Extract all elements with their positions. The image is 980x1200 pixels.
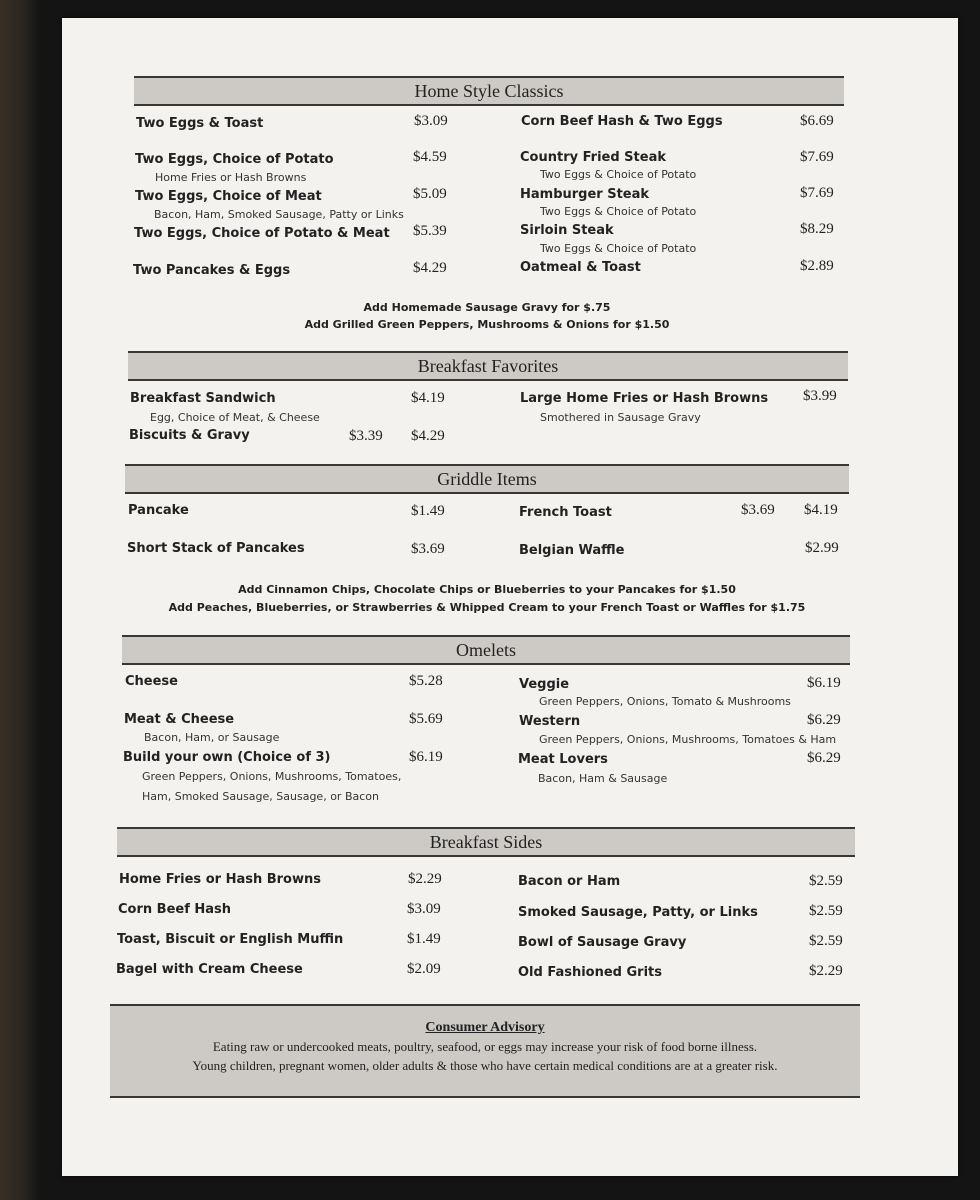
menu-item-price-small: $3.39 [349,428,383,444]
consumer-advisory-box [110,1004,860,1098]
menu-item-description: Ham, Smoked Sausage, Sausage, or Bacon [142,790,379,803]
menu-item-description: Bacon, Ham, or Sausage [144,731,280,744]
menu-item-description: Egg, Choice of Meat, & Cheese [150,411,320,424]
consumer-advisory-line: Young children, pregnant women, older adults & those who have certain medical conditions are at a greater risk. [192,1058,778,1073]
menu-item-name: Oatmeal & Toast [520,260,641,275]
section-title-breakfast-sides: Breakfast Sides [117,827,855,857]
menu-item-price: $4.19 [804,502,838,518]
consumer-advisory-line: Eating raw or undercooked meats, poultry, seafood, or eggs may increase your risk of food borne illness. [212,1039,758,1054]
menu-item-price: $7.69 [800,149,834,165]
menu-item-price: $2.29 [809,963,843,979]
menu-item-price: $4.29 [413,260,447,276]
menu-item-price: $3.99 [803,388,837,404]
menu-item-description: Green Peppers, Onions, Mushrooms, Tomatoes & Ham [539,733,837,746]
menu-item-name: Breakfast Sandwich [130,391,276,406]
menu-item-name: French Toast [519,505,612,520]
menu-item-price: $2.89 [800,258,834,274]
menu-item-description: Bacon, Ham & Sausage [538,772,668,785]
menu-item-description: Bacon, Ham, Smoked Sausage, Patty or Links [154,208,404,221]
menu-item-price: $5.28 [409,673,443,689]
menu-item-price: $5.69 [409,711,443,727]
menu-item-name: Corn Beef Hash & Two Eggs [521,114,723,129]
menu-item-price: $6.19 [807,675,841,691]
menu-item-price: $6.29 [807,750,841,766]
menu-item-description: Green Peppers, Onions, Mushrooms, Tomatoes, [142,770,402,783]
menu-item-description: Two Eggs & Choice of Potato [540,242,697,255]
menu-item-name: Bagel with Cream Cheese [116,962,303,977]
add-on-note: Add Peaches, Blueberries, or Strawberries & Whipped Cream to your French Toast or Waffles for $1.75 [168,601,806,614]
menu-item-price: $5.09 [413,186,447,202]
menu-item-price: $1.49 [411,503,445,519]
menu-item-price: $5.39 [413,223,447,239]
section-title-breakfast-favorites: Breakfast Favorites [128,351,848,381]
menu-item-name: Home Fries or Hash Browns [119,872,321,887]
menu-page [62,18,958,1176]
menu-item-name: Large Home Fries or Hash Browns [520,391,769,406]
menu-item-name: Two Pancakes & Eggs [133,263,291,278]
menu-item-name: Two Eggs, Choice of Meat [135,189,322,204]
menu-item-price: $4.19 [411,390,445,406]
menu-item-description: Two Eggs & Choice of Potato [540,205,697,218]
menu-item-name: Build your own (Choice of 3) [123,750,331,765]
menu-item-price: $3.09 [414,113,448,129]
menu-item-price: $4.59 [413,149,447,165]
menu-item-name: Sirloin Steak [520,223,614,238]
menu-item-name: Old Fashioned Grits [518,965,663,980]
menu-item-name: Bacon or Ham [518,874,621,889]
menu-item-description: Smothered in Sausage Gravy [540,411,701,424]
menu-item-name: Corn Beef Hash [118,902,232,917]
menu-item-price-small: $3.69 [741,502,775,518]
menu-item-name: Smoked Sausage, Patty, or Links [518,905,758,920]
menu-item-name: Two Eggs, Choice of Potato [135,152,334,167]
menu-item-name: Country Fried Steak [520,150,666,165]
menu-item-price: $6.29 [807,712,841,728]
menu-item-price: $2.29 [408,871,442,887]
menu-item-name: Bowl of Sausage Gravy [518,935,687,950]
menu-item-name: Two Eggs & Toast [136,116,264,131]
menu-item-price: $6.69 [800,113,834,129]
menu-item-price: $2.09 [407,961,441,977]
menu-item-description: Home Fries or Hash Browns [155,171,307,184]
menu-item-name: Meat & Cheese [124,712,235,727]
add-on-note: Add Cinnamon Chips, Chocolate Chips or Blueberries to your Pancakes for $1.50 [238,583,736,596]
menu-item-name: Hamburger Steak [520,187,650,202]
consumer-advisory-title: Consumer Advisory [425,1020,545,1035]
menu-item-name: Toast, Biscuit or English Muffin [117,932,344,947]
menu-item-name: Biscuits & Gravy [129,428,250,443]
menu-item-price: $2.59 [809,903,843,919]
menu-item-price: $3.69 [411,541,445,557]
section-title-omelets: Omelets [122,635,850,665]
menu-item-price: $2.99 [805,540,839,556]
menu-item-price: $8.29 [800,221,834,237]
menu-item-description: Two Eggs & Choice of Potato [540,168,697,181]
menu-item-name: Western [519,714,581,729]
section-title-home-style-classics: Home Style Classics [134,76,844,106]
menu-item-name: Two Eggs, Choice of Potato & Meat [134,226,390,241]
menu-item-price: $2.59 [809,873,843,889]
menu-item-name: Pancake [128,503,189,518]
menu-item-price: $4.29 [411,428,445,444]
menu-item-name: Cheese [125,674,178,689]
section-title-griddle-items: Griddle Items [125,464,849,494]
menu-item-description: Green Peppers, Onions, Tomato & Mushrooms [539,695,791,708]
menu-item-price: $2.59 [809,933,843,949]
menu-item-name: Belgian Waffle [519,543,625,558]
menu-item-price: $3.09 [407,901,441,917]
menu-item-name: Veggie [519,677,570,692]
add-on-note: Add Grilled Green Peppers, Mushrooms & Onions for $1.50 [304,318,670,331]
menu-item-name: Short Stack of Pancakes [127,541,305,556]
menu-item-price: $1.49 [407,931,441,947]
menu-item-name: Meat Lovers [518,752,608,767]
menu-item-price: $6.19 [409,749,443,765]
menu-item-price: $7.69 [800,185,834,201]
add-on-note: Add Homemade Sausage Gravy for $.75 [363,301,611,314]
